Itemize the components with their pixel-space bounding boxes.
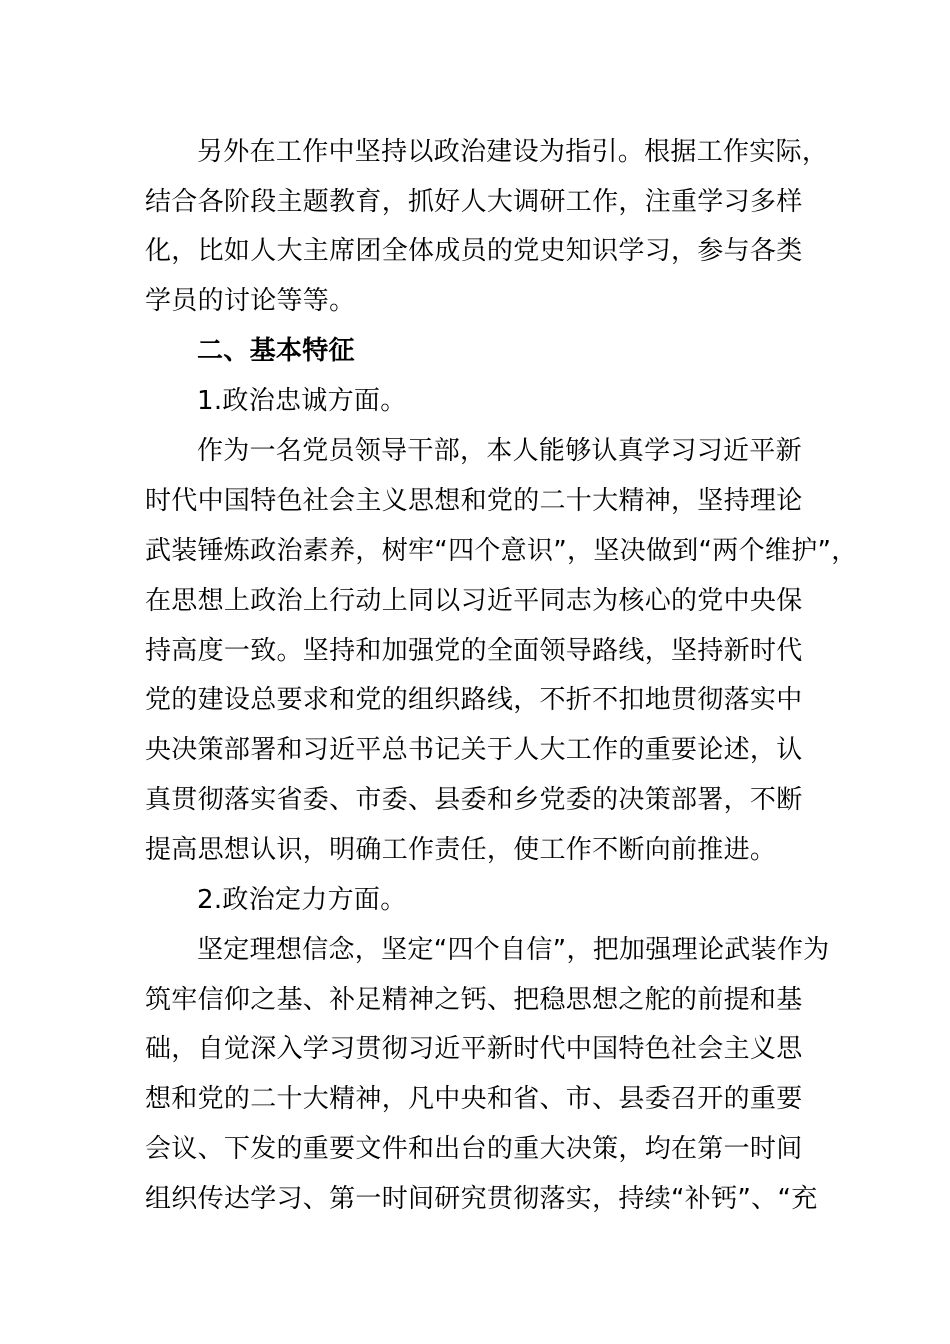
text-line: 化，比如人大主席团全体成员的党史知识学习，参与各类 (145, 236, 803, 266)
subsection-heading: 1.政治忠诚方面。 (197, 386, 407, 416)
section-heading: 二、基本特征 (197, 336, 355, 366)
text-line: 础，自觉深入学习贯彻习近平新时代中国特色社会主义思 (145, 1034, 803, 1064)
text-line: 提高思想认识，明确工作责任，使工作不断向前推进。 (145, 835, 777, 865)
text-line: 作为一名党员领导干部，本人能够认真学习习近平新 (197, 436, 802, 466)
text-line: 学员的讨论等等。 (145, 286, 356, 316)
text-line: 想和党的二十大精神，凡中央和省、市、县委召开的重要 (145, 1084, 803, 1114)
subsection-heading: 2.政治定力方面。 (197, 885, 407, 915)
text-line: 时代中国特色社会主义思想和党的二十大精神，坚持理论 (145, 486, 803, 516)
text-line: 会议、下发的重要文件和出台的重大决策，均在第一时间 (145, 1134, 803, 1164)
text-line: 另外在工作中坚持以政治建设为指引。根据工作实际， (197, 137, 829, 167)
text-line: 真贯彻落实省委、市委、县委和乡党委的决策部署，不断 (145, 785, 803, 815)
text-line: 央决策部署和习近平总书记关于人大工作的重要论述，认 (145, 735, 803, 765)
text-line: 筑牢信仰之基、补足精神之钙、把稳思想之舵的前提和基 (145, 985, 803, 1015)
text-line: 党的建设总要求和党的组织路线，不折不扣地贯彻落实中 (145, 685, 803, 715)
text-line: 持高度一致。坚持和加强党的全面领导路线，坚持新时代 (145, 636, 803, 666)
text-line: 坚定理想信念，坚定“四个自信”，把加强理论武装作为 (197, 935, 830, 965)
text-line: 组织传达学习、第一时间研究贯彻落实，持续“补钙”、“充 (145, 1184, 818, 1214)
text-line: 结合各阶段主题教育，抓好人大调研工作，注重学习多样 (145, 187, 803, 217)
text-line: 武装锤炼政治素养，树牢“四个意识”，坚决做到“两个维护”， (145, 536, 858, 566)
text-line: 在思想上政治上行动上同以习近平同志为核心的党中央保 (145, 586, 803, 616)
